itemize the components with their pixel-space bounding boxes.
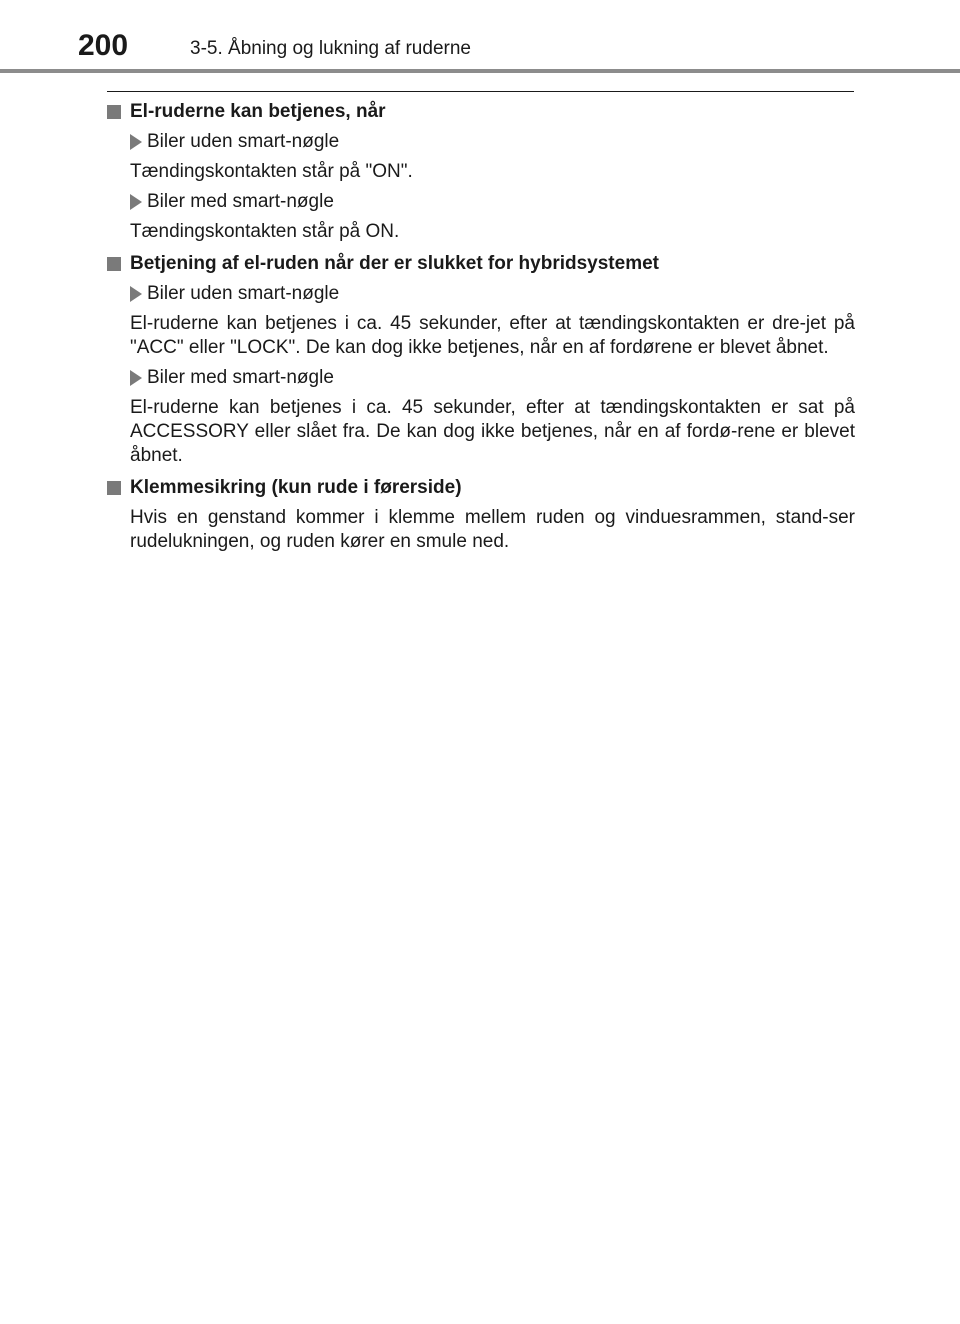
sub-heading bbox=[130, 190, 855, 214]
paragraph: El-ruderne kan betjenes i ca. 45 sekunder, efter at tændingskontakten er sat på ACCESSORY eller slået fra. De kan dog ikke betjenes, når en af fordø-rene er blevet åbnet. bbox=[130, 397, 855, 466]
sub-heading-text: Biler uden smart-nøgle bbox=[147, 131, 340, 152]
section-heading bbox=[107, 476, 855, 500]
paragraph: El-ruderne kan betjenes i ca. 45 sekunder, efter at tændingskontakten er dre-jet på "ACC" eller "LOCK". De kan dog ikke betjenes, når en af fordørene er blevet åbnet. bbox=[130, 313, 855, 358]
square-bullet-icon bbox=[107, 105, 121, 119]
triangle-bullet-icon bbox=[130, 286, 142, 302]
sub-heading-text: Biler med smart-nøgle bbox=[147, 191, 334, 212]
sub-heading-text: Biler uden smart-nøgle bbox=[147, 283, 340, 304]
section-heading-text: El-ruderne kan betjenes, når bbox=[130, 101, 386, 122]
page-content bbox=[107, 100, 855, 554]
triangle-bullet-icon bbox=[130, 194, 142, 210]
page-number: 200 bbox=[78, 29, 129, 62]
section-heading bbox=[107, 252, 855, 276]
triangle-bullet-icon bbox=[130, 370, 142, 386]
section-heading-text: Betjening af el-ruden når der er slukket for hybridsystemet bbox=[130, 253, 659, 274]
sub-heading bbox=[130, 282, 855, 306]
page-header bbox=[0, 0, 960, 76]
content-top-rule bbox=[107, 91, 854, 92]
triangle-bullet-icon bbox=[130, 134, 142, 150]
paragraph: Tændingskontakten står på ON. bbox=[130, 221, 400, 242]
sub-heading bbox=[130, 366, 855, 390]
square-bullet-icon bbox=[107, 257, 121, 271]
sub-heading-text: Biler med smart-nøgle bbox=[147, 367, 334, 388]
sub-heading bbox=[130, 130, 855, 154]
header-rule bbox=[0, 69, 960, 73]
paragraph: Tændingskontakten står på "ON". bbox=[130, 161, 413, 182]
section-heading bbox=[107, 100, 855, 124]
chapter-title: 3-5. Åbning og lukning af ruderne bbox=[190, 38, 471, 59]
paragraph: Hvis en genstand kommer i klemme mellem ruden og vinduesrammen, stand-ser rudelukningen, og ruden kører en smule ned. bbox=[130, 507, 855, 552]
square-bullet-icon bbox=[107, 481, 121, 495]
section-heading-text: Klemmesikring (kun rude i førerside) bbox=[130, 477, 462, 498]
